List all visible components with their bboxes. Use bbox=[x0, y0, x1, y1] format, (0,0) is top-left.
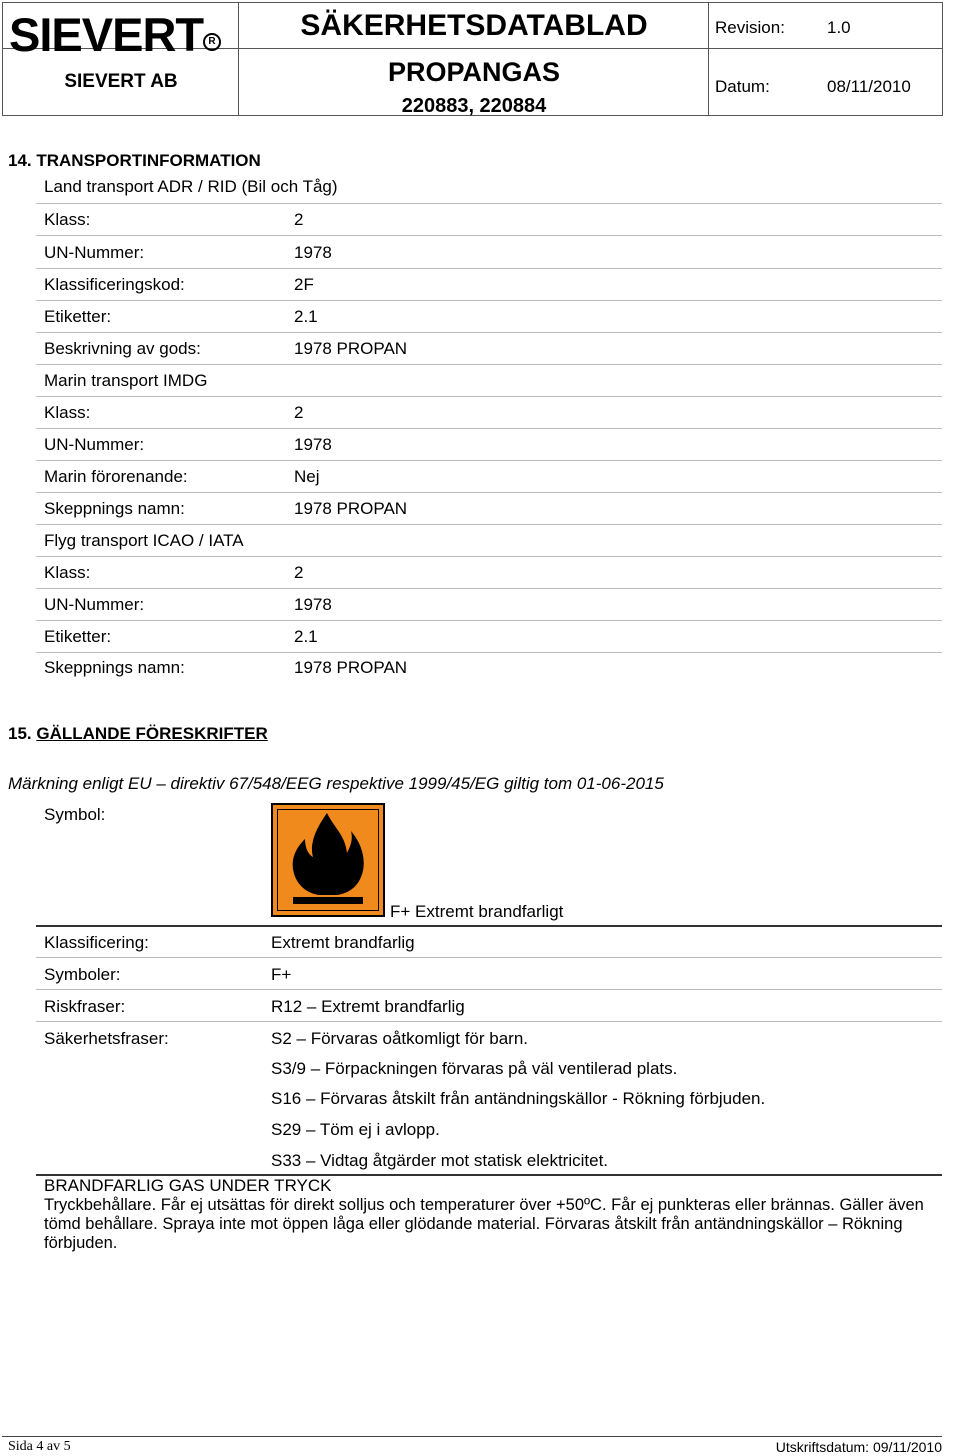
air-shipname-label: Skeppnings namn: bbox=[44, 658, 185, 677]
sea-pollutant-value: Nej bbox=[294, 467, 320, 486]
header-meta-cell bbox=[709, 3, 943, 115]
row-divider bbox=[36, 652, 942, 653]
safety-phrase: S16 – Förvaras åtskilt från antändningskällor - Rökning förbjuden. bbox=[271, 1089, 766, 1108]
footer-divider bbox=[2, 1436, 942, 1437]
row-divider bbox=[36, 588, 942, 589]
safety-phrase: S3/9 – Förpackningen förvaras på väl ventilerad plats. bbox=[271, 1059, 678, 1078]
document-title: SÄKERHETSDATABLAD bbox=[300, 9, 648, 42]
company-name: SIEVERT AB bbox=[64, 71, 178, 92]
classification-value: Extremt brandfarlig bbox=[271, 933, 415, 952]
safety-phrase: S29 – Töm ej i avlopp. bbox=[271, 1120, 440, 1139]
sea-shipname-label: Skeppnings namn: bbox=[44, 499, 185, 518]
safety-phrase: S2 – Förvaras oåtkomligt för barn. bbox=[271, 1029, 529, 1048]
revision-label: Revision: bbox=[715, 18, 785, 37]
sea-klass-label: Klass: bbox=[44, 403, 91, 422]
land-un-value: 1978 bbox=[294, 243, 332, 262]
flame-icon bbox=[273, 805, 383, 915]
row-divider bbox=[36, 556, 942, 557]
section-15-number: 15. bbox=[8, 724, 32, 743]
air-shipname-value: 1978 PROPAN bbox=[294, 658, 408, 677]
product-codes: 220883, 220884 bbox=[401, 95, 547, 117]
symbol-caption: F+ Extremt brandfarligt bbox=[390, 902, 564, 921]
symbols-value: F+ bbox=[271, 965, 292, 984]
air-un-label: UN-Nummer: bbox=[44, 595, 145, 614]
row-divider bbox=[36, 989, 942, 990]
row-divider bbox=[36, 957, 942, 958]
date-value: 08/11/2010 bbox=[827, 77, 911, 96]
sea-shipname-value: 1978 PROPAN bbox=[294, 499, 408, 518]
air-transport-title: Flyg transport ICAO / IATA bbox=[44, 531, 244, 550]
air-label-label: Etiketter: bbox=[44, 627, 112, 646]
air-klass-label: Klass: bbox=[44, 563, 91, 582]
symbol-label: Symbol: bbox=[44, 805, 106, 824]
row-divider bbox=[36, 300, 942, 301]
sea-klass-value: 2 bbox=[294, 403, 304, 422]
row-divider bbox=[36, 524, 942, 525]
row-divider bbox=[36, 492, 942, 493]
safety-phrases-label: Säkerhetsfraser: bbox=[44, 1029, 169, 1048]
symbols-label: Symboler: bbox=[44, 965, 121, 984]
warning-title: BRANDFARLIG GAS UNDER TRYCK bbox=[44, 1176, 332, 1195]
print-date: Utskriftsdatum: 09/11/2010 bbox=[775, 1439, 942, 1455]
row-divider bbox=[36, 925, 942, 927]
row-divider bbox=[36, 428, 942, 429]
land-klass-value: 2 bbox=[294, 210, 304, 229]
date-label: Datum: bbox=[715, 77, 770, 96]
section-15-heading bbox=[8, 724, 268, 744]
sea-transport-title: Marin transport IMDG bbox=[44, 371, 208, 390]
land-un-label: UN-Nummer: bbox=[44, 243, 145, 262]
document-header bbox=[2, 2, 943, 116]
row-divider bbox=[36, 1021, 942, 1022]
header-divider bbox=[709, 48, 943, 49]
safety-phrase: S33 – Vidtag åtgärder mot statisk elektricitet. bbox=[271, 1151, 609, 1170]
sea-pollutant-label: Marin förorenande: bbox=[44, 467, 188, 486]
row-divider bbox=[36, 235, 942, 236]
land-goods-value: 1978 PROPAN bbox=[294, 339, 408, 358]
header-logo-cell bbox=[3, 3, 239, 115]
row-divider bbox=[36, 268, 942, 269]
header-divider bbox=[239, 48, 708, 49]
revision-value: 1.0 bbox=[827, 18, 851, 37]
sea-un-label: UN-Nummer: bbox=[44, 435, 145, 454]
product-name: PROPANGAS bbox=[387, 57, 561, 87]
land-code-value: 2F bbox=[294, 275, 314, 294]
section-15-title: GÄLLANDE FÖRESKRIFTER bbox=[36, 724, 268, 743]
hazard-pictogram bbox=[271, 803, 385, 917]
land-label-label: Etiketter: bbox=[44, 307, 112, 326]
land-transport-title: Land transport ADR / RID (Bil och Tåg) bbox=[44, 177, 338, 196]
air-un-value: 1978 bbox=[294, 595, 332, 614]
sievert-logo: SIEVERT bbox=[9, 8, 204, 61]
header-title-cell bbox=[239, 3, 709, 115]
warning-text: Tryckbehållare. Får ej utsättas för direkt solljus och temperaturer över +50ºC. Får ej punkteras eller brännas. Gäller även tömd behållare. Spraya inte mot öppen låga eller glödande material. Förvaras åtskilt från antändningskällor – Rökning förbjuden. bbox=[44, 1196, 924, 1252]
row-divider bbox=[36, 203, 942, 204]
row-divider bbox=[36, 460, 942, 461]
eu-directive-note: Märkning enligt EU – direktiv 67/548/EEG respektive 1999/45/EG giltig tom 01-06-2015 bbox=[8, 774, 664, 793]
row-divider bbox=[36, 332, 942, 333]
land-code-label: Klassificeringskod: bbox=[44, 275, 185, 294]
land-goods-label: Beskrivning av gods: bbox=[44, 339, 201, 358]
row-divider bbox=[36, 396, 942, 397]
registered-mark-icon: R bbox=[203, 33, 221, 51]
page-number: Sida 4 av 5 bbox=[8, 1439, 71, 1454]
row-divider bbox=[36, 620, 942, 621]
section-14-heading: 14. TRANSPORTINFORMATION bbox=[8, 151, 261, 170]
land-klass-label: Klass: bbox=[44, 210, 91, 229]
risk-phrases-label: Riskfraser: bbox=[44, 997, 126, 1016]
row-divider bbox=[36, 364, 942, 365]
air-label-value: 2.1 bbox=[294, 627, 318, 646]
land-label-value: 2.1 bbox=[294, 307, 318, 326]
sea-un-value: 1978 bbox=[294, 435, 332, 454]
classification-label: Klassificering: bbox=[44, 933, 149, 952]
risk-phrases-value: R12 – Extremt brandfarlig bbox=[271, 997, 465, 1016]
air-klass-value: 2 bbox=[294, 563, 304, 582]
